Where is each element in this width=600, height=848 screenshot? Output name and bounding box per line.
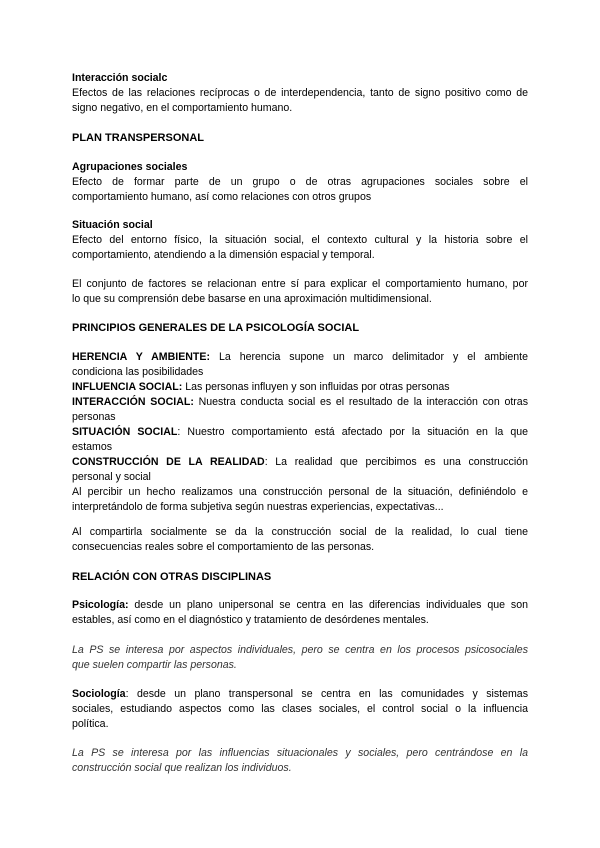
ps-note1-line1: La PS se interesa por aspectos individuales, pero se centra en los procesos psicosociales [72, 644, 528, 656]
conjunto-factores-paragraph [72, 277, 528, 307]
construccion-term: CONSTRUCCIÓN DE LA REALIDAD [72, 456, 265, 468]
influencia-desc: Las personas influyen y son influidas por otras personas [182, 381, 450, 393]
sociologia-term: Sociología [72, 688, 126, 700]
agrupaciones-text-line2: comportamiento humano, así como relaciones con otros grupos [72, 191, 372, 203]
plan-transpersonal-heading: PLAN TRANSPERSONAL [72, 132, 205, 144]
sociologia-line2: sociales, estudiando aspectos como las clases sociales, el control social o la influencia [72, 703, 528, 715]
compartir-line2: consecuencias reales sobre el comportamiento de las personas. [72, 541, 375, 553]
herencia-line2: condiciona las posibilidades [72, 366, 204, 378]
sociologia-line1 [72, 687, 528, 702]
interaccion-line1 [72, 395, 528, 410]
ps-note2-line2: construcción social que realizan los individuos. [72, 762, 292, 774]
compartir-paragraph [72, 525, 528, 555]
interaccion-line2: personas [72, 411, 116, 423]
relacion-heading: RELACIÓN CON OTRAS DISCIPLINAS [72, 571, 272, 583]
conjunto-text-line1: El conjunto de factores se relacionan entre sí para explicar el comportamiento humano, por [72, 278, 528, 290]
ps-note2-line1: La PS se interesa por las influencias situacionales y sociales, pero centrándose en la [72, 747, 528, 759]
agrupaciones-sociales-section [72, 160, 528, 205]
herencia-line1 [72, 350, 528, 365]
construccion-desc: : La realidad que percibimos es una construcción [264, 456, 528, 468]
principios-list [72, 350, 528, 515]
percibir-line1: Al percibir un hecho realizamos una construcción personal de la situación, definiéndolo e [72, 486, 528, 498]
psicologia-desc: desde un plano unipersonal se centra en las diferencias individuales que son [128, 599, 528, 611]
ps-note-situacional [72, 746, 528, 776]
agrupaciones-sociales-title: Agrupaciones sociales [72, 161, 188, 173]
situacion-social-title: Situación social [72, 219, 153, 231]
interaccion-social-title: Interacción socialc [72, 72, 168, 84]
situacion-social-section [72, 218, 528, 263]
herencia-desc: La herencia supone un marco delimitador y el ambiente [210, 351, 528, 363]
compartir-line1: Al compartirla socialmente se da la construcción social de la realidad, lo cual tiene [72, 526, 528, 538]
herencia-term: HERENCIA Y AMBIENTE: [72, 351, 210, 363]
construccion-line1 [72, 455, 528, 470]
interaccion-desc: Nuestra conducta social es el resultado de la interacción con otras [193, 396, 528, 408]
psicologia-paragraph [72, 598, 528, 628]
percibir-line2: interpretándolo de forma subjetiva según nuestras experiencias, expectativas... [72, 501, 444, 513]
influencia-term: INFLUENCIA SOCIAL: [72, 381, 183, 393]
situacion-text-line1: Efecto del entorno físico, la situación social, el contexto cultural y la historia sobre el [72, 234, 528, 246]
ps-note1-line2: que suelen compartir las personas. [72, 659, 237, 671]
ps-note-individual [72, 643, 528, 673]
agrupaciones-text-line1: Efecto de formar parte de un grupo o de otras agrupaciones sociales sobre el [72, 176, 528, 188]
sociologia-desc: : desde un plano transpersonal se centra en las comunidades y sistemas [125, 688, 528, 700]
interaccion-social-section [72, 71, 528, 116]
psicologia-line1 [72, 598, 528, 613]
influencia-line [72, 380, 528, 395]
sociologia-line3: política. [72, 718, 109, 730]
conjunto-text-line2: lo que su comprensión debe basarse en una aproximación multidimensional. [72, 293, 432, 305]
situacion-principio-term: SITUACIÓN SOCIAL [72, 426, 178, 438]
interaccion-social-text-line1: Efectos de las relaciones recíprocas o de interdependencia, tanto de signo positivo como de [72, 87, 528, 99]
psicologia-term: Psicología: [72, 599, 129, 611]
situacion-principio-desc: : Nuestro comportamiento está afectado por la situación en la que [177, 426, 529, 438]
interaccion-term: INTERACCIÓN SOCIAL: [72, 396, 194, 408]
construccion-line2: personal y social [72, 471, 151, 483]
situacion-principio-line2: estamos [72, 441, 113, 453]
principios-heading: PRINCIPIOS GENERALES DE LA PSICOLOGÍA SOCIAL [72, 322, 360, 334]
psicologia-line2: estables, así como en el diagnóstico y tratamiento de desórdenes mentales. [72, 614, 429, 626]
interaccion-social-text-line2: signo negativo, en el comportamiento humano. [72, 102, 293, 114]
situacion-text-line2: comportamiento, atendiendo a la dimensión espacial y temporal. [72, 249, 375, 261]
situacion-principio-line1 [72, 425, 528, 440]
sociologia-paragraph [72, 687, 528, 732]
